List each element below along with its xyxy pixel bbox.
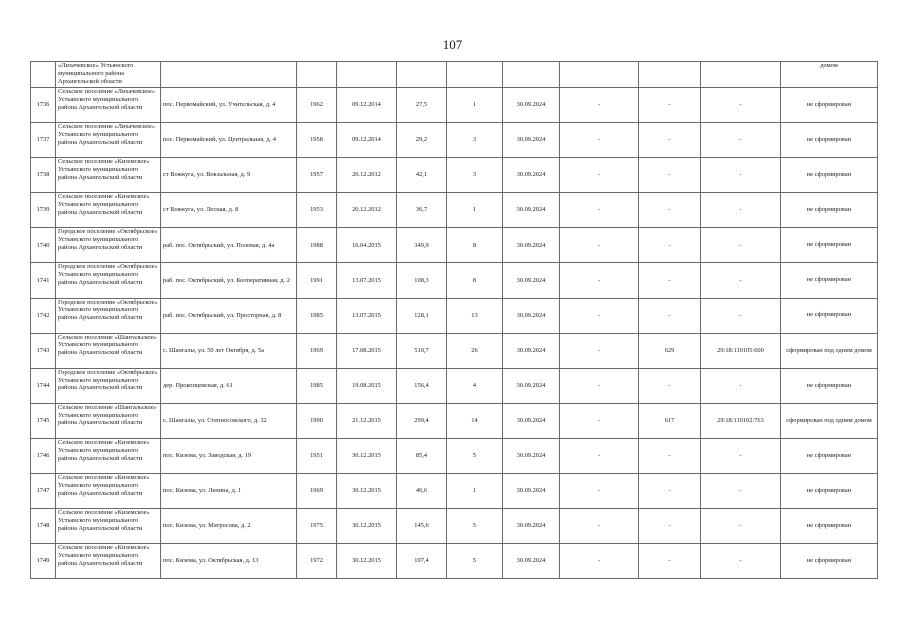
value-cell: - — [639, 158, 701, 193]
value-cell: - — [560, 298, 639, 333]
table-row — [31, 193, 878, 228]
table-row — [31, 403, 878, 438]
deadline-cell: 30.09.2024 — [503, 509, 560, 544]
value-cell: - — [639, 438, 701, 473]
residents-cell: 4 — [447, 368, 503, 403]
year-cell: 1985 — [297, 368, 337, 403]
row-number: 1747 — [31, 474, 56, 509]
date-cell: 30.12.2015 — [337, 474, 397, 509]
settlement-cell: «Лихачевское» Устьянского муниципального района Архангельской области — [56, 62, 161, 88]
row-number: 1745 — [31, 403, 56, 438]
row-number: 1743 — [31, 333, 56, 368]
residents-cell: 5 — [447, 544, 503, 579]
table-row — [31, 438, 878, 473]
date-cell: 17.08.2015 — [337, 333, 397, 368]
cadastral-number-cell: - — [701, 438, 781, 473]
settlement-cell: Сельское поселение «Шангальское» Устьянского муниципального района Архангельской области — [56, 403, 161, 438]
area-cell: 145,6 — [397, 509, 447, 544]
status-cell: не сформирован — [781, 193, 878, 228]
status-cell: сформирован под одним домом — [781, 333, 878, 368]
address-cell: пос. Кизема, ул. Заводская, д. 19 — [161, 438, 297, 473]
status-cell: не сформирован — [781, 298, 878, 333]
table-row — [31, 158, 878, 193]
address-cell: раб. пос. Октябрьский, ул. Кооперативная, д. 2 — [161, 263, 297, 298]
deadline-cell: 30.09.2024 — [503, 158, 560, 193]
cadastral-number-cell: - — [701, 298, 781, 333]
value-cell: - — [560, 368, 639, 403]
settlement-cell: Городское поселение «Октябрьское» Устьянского муниципального района Архангельской области — [56, 263, 161, 298]
area-cell — [397, 62, 447, 88]
row-number: 1744 — [31, 368, 56, 403]
table-row — [31, 474, 878, 509]
status-cell: не сформирован — [781, 123, 878, 158]
settlement-cell: Городское поселение «Октябрьское» Устьянского муниципального района Архангельской области — [56, 368, 161, 403]
page-number: 107 — [442, 37, 463, 52]
value-cell: 617 — [639, 403, 701, 438]
area-cell: 108,3 — [397, 263, 447, 298]
year-cell: 1953 — [297, 193, 337, 228]
table-row — [31, 228, 878, 263]
date-cell: 09.12.2014 — [337, 123, 397, 158]
year-cell: 1958 — [297, 123, 337, 158]
area-cell: 29,2 — [397, 123, 447, 158]
value-cell: - — [560, 158, 639, 193]
date-cell: 16.04.2015 — [337, 228, 397, 263]
residents-cell: 26 — [447, 333, 503, 368]
address-cell: с. Шангалы, ул. Степносовского, д. 32 — [161, 403, 297, 438]
year-cell: 1969 — [297, 474, 337, 509]
settlement-cell: Сельское поселение «Лихачевское» Устьянского муниципального района Архангельской области — [56, 123, 161, 158]
row-number — [31, 62, 56, 88]
date-cell: 20.12.2012 — [337, 193, 397, 228]
value-cell: - — [560, 438, 639, 473]
value-cell: - — [639, 509, 701, 544]
area-cell: 42,1 — [397, 158, 447, 193]
cadastral-number-cell: - — [701, 123, 781, 158]
deadline-cell: 30.09.2024 — [503, 438, 560, 473]
cadastral-number-cell: - — [701, 228, 781, 263]
settlement-cell: Сельское поселение «Киземское» Устьянского муниципального района Архангельской области — [56, 158, 161, 193]
status-cell: домом — [781, 62, 878, 88]
row-number: 1738 — [31, 158, 56, 193]
status-cell: не сформирован — [781, 474, 878, 509]
year-cell: 1988 — [297, 228, 337, 263]
area-cell: 36,7 — [397, 193, 447, 228]
deadline-cell — [503, 62, 560, 88]
row-number: 1737 — [31, 123, 56, 158]
address-cell: пос. Кизема, ул. Ленина, д. 1 — [161, 474, 297, 509]
value-cell: - — [560, 333, 639, 368]
value-cell: - — [639, 368, 701, 403]
date-cell: 30.12.2015 — [337, 544, 397, 579]
date-cell: 09.12.2014 — [337, 88, 397, 123]
status-cell: не сформирован — [781, 509, 878, 544]
deadline-cell: 30.09.2024 — [503, 403, 560, 438]
row-number: 1749 — [31, 544, 56, 579]
residents-cell — [447, 62, 503, 88]
value-cell: - — [560, 474, 639, 509]
status-cell: сформирован под одним домом — [781, 403, 878, 438]
table-row — [31, 263, 878, 298]
year-cell: 1969 — [297, 333, 337, 368]
value-cell: - — [560, 544, 639, 579]
year-cell: 1975 — [297, 509, 337, 544]
cadastral-number-cell: - — [701, 158, 781, 193]
status-cell: не сформирован — [781, 158, 878, 193]
date-cell: 13.07.2015 — [337, 263, 397, 298]
deadline-cell: 30.09.2024 — [503, 123, 560, 158]
address-cell: ст Вожкуга, ул. Лесная, д. 8 — [161, 193, 297, 228]
date-cell: 30.12.2015 — [337, 509, 397, 544]
address-cell: пос. Кизема, ул. Матросова, д. 2 — [161, 509, 297, 544]
deadline-cell: 30.09.2024 — [503, 333, 560, 368]
settlement-cell: Сельское поселение «Киземское» Устьянского муниципального района Архангельской области — [56, 474, 161, 509]
deadline-cell: 30.09.2024 — [503, 298, 560, 333]
area-cell: 85,4 — [397, 438, 447, 473]
table-row — [31, 368, 878, 403]
deadline-cell: 30.09.2024 — [503, 228, 560, 263]
residents-cell: 1 — [447, 88, 503, 123]
value-cell: - — [639, 298, 701, 333]
deadline-cell: 30.09.2024 — [503, 544, 560, 579]
value-cell: - — [639, 88, 701, 123]
residents-cell: 8 — [447, 263, 503, 298]
table-row — [31, 509, 878, 544]
settlement-cell: Сельское поселение «Лихачевское» Устьянского муниципального района Архангельской области — [56, 88, 161, 123]
residents-cell: 5 — [447, 438, 503, 473]
settlement-cell: Сельское поселение «Шангальское» Устьянского муниципального района Архангельской области — [56, 333, 161, 368]
residents-cell: 13 — [447, 298, 503, 333]
table-row — [31, 298, 878, 333]
residents-cell: 8 — [447, 228, 503, 263]
year-cell: 1990 — [297, 403, 337, 438]
housing-registry-table — [30, 61, 878, 579]
value-cell: - — [560, 88, 639, 123]
cadastral-number-cell: - — [701, 474, 781, 509]
address-cell: пос. Первомайский, ул. Центральная, д. 4 — [161, 123, 297, 158]
area-cell: 299,4 — [397, 403, 447, 438]
address-cell — [161, 62, 297, 88]
date-cell — [337, 62, 397, 88]
value-cell: - — [639, 193, 701, 228]
row-number: 1739 — [31, 193, 56, 228]
area-cell: 510,7 — [397, 333, 447, 368]
table-row — [31, 544, 878, 579]
settlement-cell: Сельское поселение «Киземское» Устьянского муниципального района Архангельской области — [56, 509, 161, 544]
area-cell: 46,6 — [397, 474, 447, 509]
value-cell: - — [639, 123, 701, 158]
cadastral-number-cell: - — [701, 368, 781, 403]
value-cell: - — [560, 263, 639, 298]
value-cell: - — [639, 263, 701, 298]
settlement-cell: Сельское поселение «Киземское» Устьянского муниципального района Архангельской области — [56, 438, 161, 473]
year-cell: 1962 — [297, 88, 337, 123]
area-cell: 128,1 — [397, 298, 447, 333]
deadline-cell: 30.09.2024 — [503, 88, 560, 123]
date-cell: 30.12.2015 — [337, 438, 397, 473]
table-row — [31, 62, 878, 88]
table-row — [31, 88, 878, 123]
residents-cell: 1 — [447, 474, 503, 509]
cadastral-number-cell: - — [701, 544, 781, 579]
row-number: 1746 — [31, 438, 56, 473]
settlement-cell: Городское поселение «Октябрьское» Устьянского муниципального района Архангельской области — [56, 298, 161, 333]
row-number: 1740 — [31, 228, 56, 263]
status-cell: не сформирован — [781, 88, 878, 123]
residents-cell: 14 — [447, 403, 503, 438]
address-cell: пос. Первомайский, ул. Учительская, д. 4 — [161, 88, 297, 123]
date-cell: 13.07.2015 — [337, 298, 397, 333]
table-row — [31, 123, 878, 158]
year-cell: 1972 — [297, 544, 337, 579]
value-cell: - — [560, 228, 639, 263]
row-number: 1736 — [31, 88, 56, 123]
deadline-cell: 30.09.2024 — [503, 193, 560, 228]
cadastral-number-cell: 29:18:110105:600 — [701, 333, 781, 368]
status-cell: не сформирован — [781, 368, 878, 403]
cadastral-number-cell: - — [701, 193, 781, 228]
cadastral-number-cell: - — [701, 88, 781, 123]
area-cell: 156,4 — [397, 368, 447, 403]
status-cell: не сформирован — [781, 228, 878, 263]
status-cell: не сформирован — [781, 544, 878, 579]
year-cell: 1957 — [297, 158, 337, 193]
settlement-cell: Городское поселение «Октябрьское» Устьянского муниципального района Архангельской области — [56, 228, 161, 263]
address-cell: с. Шангалы, ул. 50 лет Октября, д. 5а — [161, 333, 297, 368]
date-cell: 19.08.2015 — [337, 368, 397, 403]
value-cell: - — [560, 193, 639, 228]
area-cell: 349,9 — [397, 228, 447, 263]
address-cell: пос. Кизема, ул. Октябрьская, д. 13 — [161, 544, 297, 579]
value-cell — [560, 62, 639, 88]
area-cell: 107,4 — [397, 544, 447, 579]
settlement-cell: Сельское поселение «Киземское» Устьянского муниципального района Архангельской области — [56, 193, 161, 228]
year-cell: 1985 — [297, 298, 337, 333]
value-cell: 629 — [639, 333, 701, 368]
residents-cell: 3 — [447, 158, 503, 193]
year-cell: 1991 — [297, 263, 337, 298]
value-cell: - — [639, 544, 701, 579]
value-cell: - — [560, 509, 639, 544]
year-cell: 1951 — [297, 438, 337, 473]
value-cell: - — [560, 403, 639, 438]
value-cell — [639, 62, 701, 88]
row-number: 1748 — [31, 509, 56, 544]
cadastral-number-cell — [701, 62, 781, 88]
date-cell: 20.12.2012 — [337, 158, 397, 193]
address-cell: дер. Прокопцевская, д. 61 — [161, 368, 297, 403]
area-cell: 27,5 — [397, 88, 447, 123]
deadline-cell: 30.09.2024 — [503, 474, 560, 509]
year-cell — [297, 62, 337, 88]
table-body — [31, 62, 878, 579]
status-cell: не сформирован — [781, 438, 878, 473]
settlement-cell: Сельское поселение «Киземское» Устьянского муниципального района Архангельской области — [56, 544, 161, 579]
value-cell: - — [560, 123, 639, 158]
deadline-cell: 30.09.2024 — [503, 368, 560, 403]
address-cell: ст Вожкуга, ул. Вокзальная, д. 9 — [161, 158, 297, 193]
table-row — [31, 333, 878, 368]
row-number: 1741 — [31, 263, 56, 298]
residents-cell: 1 — [447, 193, 503, 228]
value-cell: - — [639, 474, 701, 509]
cadastral-number-cell: - — [701, 509, 781, 544]
cadastral-number-cell: - — [701, 263, 781, 298]
address-cell: раб. пос. Октябрьский, ул. Полевая, д. 4а — [161, 228, 297, 263]
residents-cell: 5 — [447, 509, 503, 544]
date-cell: 21.12.2015 — [337, 403, 397, 438]
status-cell: не сформирован — [781, 263, 878, 298]
address-cell: раб. пос. Октябрьский, ул. Просторная, д. 8 — [161, 298, 297, 333]
row-number: 1742 — [31, 298, 56, 333]
value-cell: - — [639, 228, 701, 263]
cadastral-number-cell: 29:18:110102:763 — [701, 403, 781, 438]
deadline-cell: 30.09.2024 — [503, 263, 560, 298]
residents-cell: 3 — [447, 123, 503, 158]
